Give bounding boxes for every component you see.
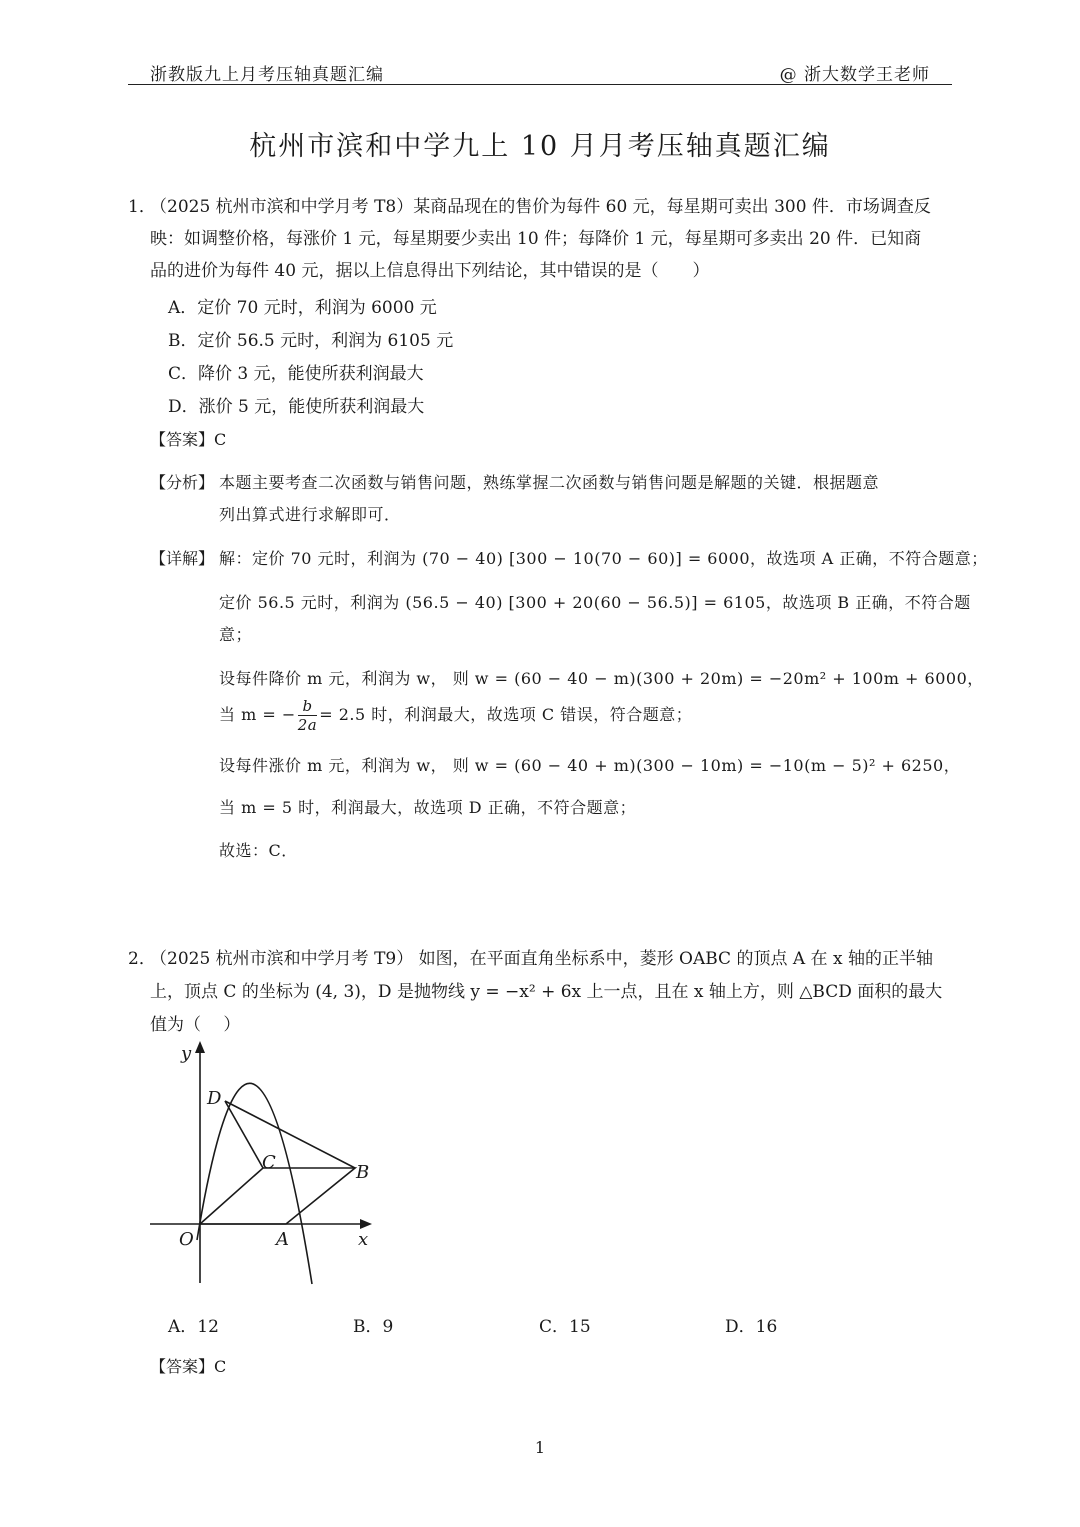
parabola-curve: [197, 1083, 312, 1284]
label-c: C: [262, 1152, 276, 1173]
question-1-number: 1．: [128, 197, 156, 217]
header-right-text: @ 浙大数学王老师: [779, 65, 930, 85]
question-1-option-a: A．定价 70 元时，利润为 6000 元: [168, 298, 437, 318]
label-o: O: [179, 1229, 194, 1250]
question-1-detail-line-1: 解：定价 70 元时，利润为 (70 − 40) [300 − 10(70 − 60)] = 6000，故选项 A 正确，不符合题意；: [219, 549, 988, 568]
question-1-detail-line-2: 定价 56.5 元时，利润为 (56.5 − 40) [300 + 20(60 − 56.5)] = 6105，故选项 B 正确，不符合题: [219, 593, 971, 612]
question-2-option-d: D．16: [725, 1317, 778, 1337]
question-2-answer: [150, 1354, 226, 1377]
vertex-formula-suffix: = 2.5 时，利润最大，故选项 C 错误，符合题意；: [319, 705, 693, 724]
question-2-text-line-2: 上，顶点 C 的坐标为 (4, 3)，D 是抛物线 y = −x² + 6x 上一点，且在 x 轴上方，则 △BCD 面积的最大: [150, 982, 943, 1002]
question-1-option-d: D．涨价 5 元，能使所获利润最大: [168, 397, 425, 417]
question-2-text-line-3: 值为（ ）: [150, 1015, 241, 1035]
question-1-text-line-3: 品的进价为每件 40 元，据以上信息得出下列结论，其中错误的是（ ）: [150, 261, 710, 281]
question-1-text-line-2: 映：如调整价格，每涨价 1 元，每星期要少卖出 10 件；每降价 1 元，每星期可多卖出 20 件．已知商: [150, 229, 922, 249]
header-divider: [128, 84, 952, 85]
question-2-option-c: C．15: [539, 1317, 591, 1337]
fraction-numerator: b: [298, 697, 318, 716]
page-number: 1: [534, 1438, 546, 1457]
question-1-analysis-label: 【分析】: [150, 473, 215, 492]
question-1-detail-label: 【详解】: [150, 549, 215, 568]
question-1-analysis-line-2: 列出算式进行求解即可．: [219, 505, 401, 524]
answer-label: 【答案】: [150, 1357, 215, 1376]
x-axis-arrow: [360, 1219, 372, 1229]
question-1-detail-line-7: 当 m = 5 时，利润最大，故选项 D 正确，不符合题意；: [219, 798, 637, 817]
question-1-option-c: C．降价 3 元，能使所获利润最大: [168, 364, 424, 384]
vertex-formula-prefix: 当 m = −: [219, 705, 296, 724]
answer-value: C: [214, 1357, 227, 1376]
label-x: x: [358, 1229, 369, 1250]
question-1-detail-line-3: 意；: [219, 625, 253, 644]
y-axis-arrow: [195, 1041, 205, 1053]
fraction-denominator: 2a: [297, 716, 318, 734]
question-2-text-line-1: （2025 杭州市滨和中学月考 T9） 如图，在平面直角坐标系中，菱形 OABC 的顶点 A 在 x 轴的正半轴: [150, 949, 933, 969]
question-1-option-b: B．定价 56.5 元时，利润为 6105 元: [168, 331, 454, 351]
question-1-detail-line-6: 设每件涨价 m 元，利润为 w， 则 w = (60 − 40 + m)(300 − 10m) = −10(m − 5)² + 6250，: [219, 756, 961, 775]
question-1-analysis-line-1: 本题主要考查二次函数与销售问题，熟练掌握二次函数与销售问题是解题的关键．根据题意: [219, 473, 880, 492]
answer-label: 【答案】: [150, 430, 215, 449]
answer-value: C: [214, 430, 227, 449]
question-1-detail-line-4: 设每件降价 m 元，利润为 w， 则 w = (60 − 40 − m)(300 + 20m) = −20m² + 100m + 6000，: [219, 669, 984, 688]
header-left-text: 浙教版九上月考压轴真题汇编: [150, 65, 384, 85]
label-b: B: [356, 1162, 370, 1183]
page-title: 杭州市滨和中学九上 10 月月考压轴真题汇编: [249, 131, 831, 162]
fraction-b-over-2a: [298, 697, 318, 734]
question-1-detail-line-5: [219, 697, 692, 734]
rhombus-oabc: [200, 1168, 355, 1224]
question-2-option-a: A．12: [168, 1317, 219, 1337]
question-2-figure: [150, 1035, 390, 1295]
label-d: D: [207, 1088, 222, 1109]
question-1-detail-line-8: 故选：C．: [219, 841, 298, 860]
question-1-text-line-1: （2025 杭州市滨和中学月考 T8）某商品现在的售价为每件 60 元，每星期可卖出 300 件．市场调查反: [150, 197, 931, 217]
label-a: A: [276, 1229, 289, 1250]
question-2-number: 2．: [128, 949, 156, 969]
question-1-answer: [150, 427, 226, 450]
label-y: y: [181, 1043, 192, 1064]
question-2-option-b: B．9: [353, 1317, 394, 1337]
